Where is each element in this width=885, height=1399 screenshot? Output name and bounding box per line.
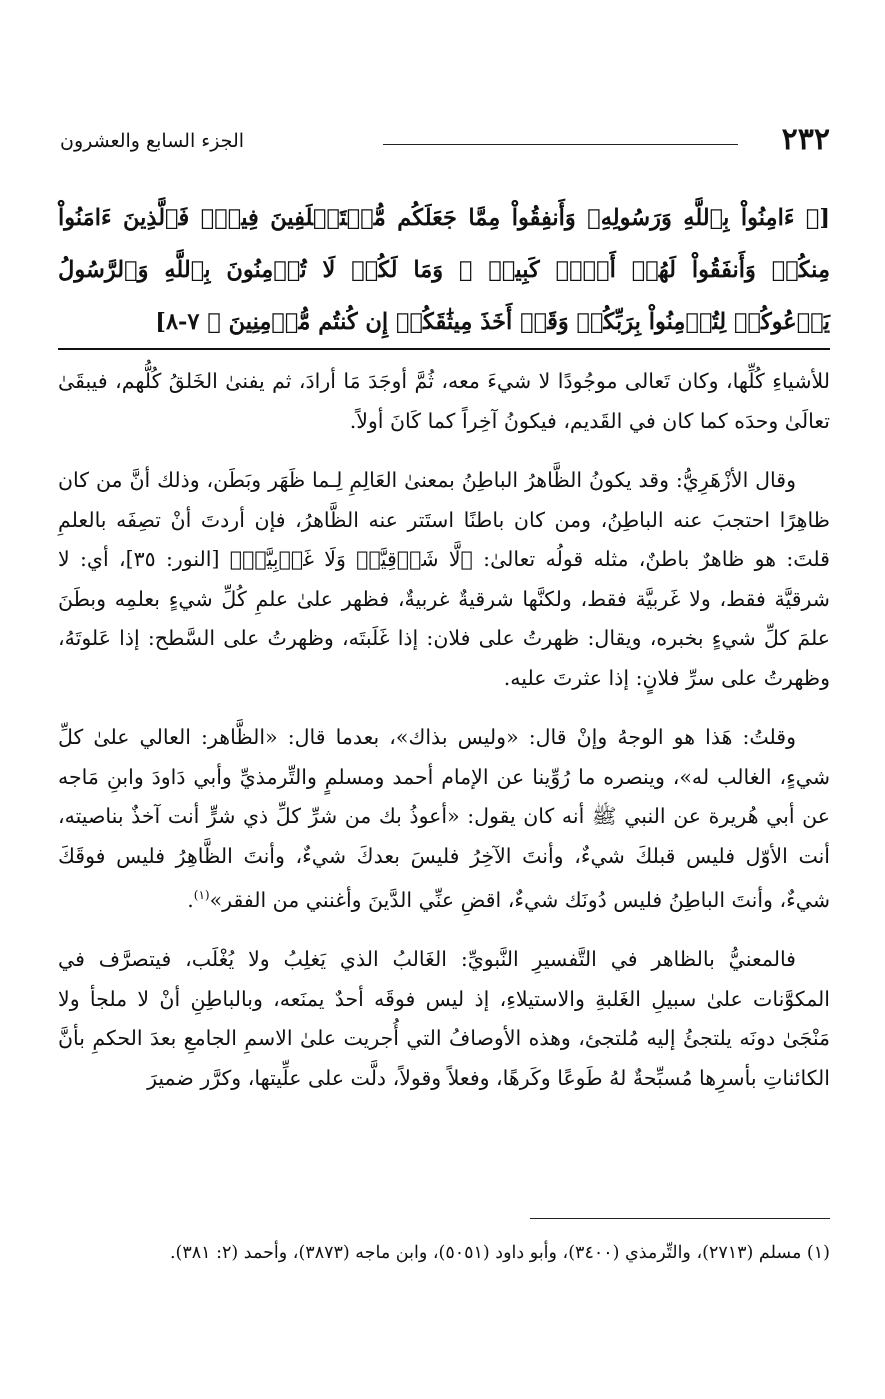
footnote: (١) مسلم (٢٧١٣)، والتِّرمذي (٣٤٠٠)، وأبو داود (٥٠٥١)، وابن ماجه (٣٨٧٣)، وأحمد (٢: ٣٨١). [169, 1243, 830, 1263]
paragraph-4: فالمعنيُّ بالظاهر في التَّفسيرِ النَّبويِّ: الغَالبُ الذي يَغلِبُ ولا يُغْلَب، فيتصرَّف في المكوَّنات علىٰ سبيلِ الغَلبةِ والاستيلاءِ، إذ ليس فوقَه أحدٌ يمنَعه، وبالباطِنِ أنْ لا ملجأ ولا مَنْجَىٰ دونَه يلتجئُ إليه مُلتجئ، وهذه الأوصافُ التي أُجريت علىٰ الاسمِ الجامعِ بعدَ الحكمِ بأنَّ الكائناتِ بأسرِها مُسبِّحةٌ لهُ طَوعًا وكَرهًا، وفعلاً وقولاً، دلَّت على علِّيتها، وكرَّر ضميرَ [58, 947, 830, 1090]
running-header [60, 122, 830, 166]
body-text [58, 362, 830, 1118]
header-rule [383, 144, 738, 145]
footnote-rule [530, 1218, 830, 1219]
paragraph-1: للأشياءِ كُلِّها، وكان تَعالى موجُودًا لا شيءَ معه، ثُمَّ أوجَدَ مَا أرادَ، ثم يفنىٰ الخَلقُ كُلُّهم، فيبقَىٰ تعالَىٰ وحدَه كما كان في القَديم، فيكونُ آخِراً كما كَانَ أولاً. [58, 369, 830, 433]
verse-text: [﴿ ءَامِنُواْ بِٱللَّهِ وَرَسُولِهِۦ وَأَنفِقُواْ مِمَّا جَعَلَكُم مُّسۡتَخۡلَفِينَ فِيهِۖ فَٱلَّذِينَ ءَامَنُواْ مِنكُمۡ وَأَنفَقُواْ لَهُمۡ أَجۡرٞ كَبِيرٞ ۞ وَمَا لَكُمۡ لَا تُؤۡمِنُونَ بِٱللَّهِ وَٱلرَّسُولُ يَدۡعُوكُمۡ لِتُؤۡمِنُواْ بِرَبِّكُمۡ وَقَدۡ أَخَذَ مِيثَٰقَكُمۡ إِن كُنتُم مُّؤۡمِنِينَ ﴾ [58, 205, 830, 335]
quran-verse-block [58, 192, 830, 348]
part-title: الجزء السابع والعشرون [60, 130, 245, 152]
paragraph-2: وقال الأزْهَرِيُّ: وقد يكونُ الظَّاهرُ الباطِنُ بمعنىٰ العَالِمِ لِـما ظَهَر وبَطَن، وذلك أنَّ من كان ظاهِرًا احتجبَ عنه الباطِنُ، ومن كان باطنًا استَتر عنه الظَّاهرُ، فإن أردتَ أنْ تصِفَه بالعلمِ قلتَ: هو ظاهرٌ باطنٌ، مثله قولُه تعالىٰ: ﴿لَّا شَرۡقِيَّةٖ وَلَا غَرۡبِيَّةٖ﴾ [النور: ٣٥]، أي: لا شرقيَّة فقط، ولا غَربيَّة فقط، ولكنَّها شرقيةٌ غربيةٌ، فظهر علىٰ علمِ كُلِّ شيءٍ بعلمِه وبطَنَ علمَ كلِّ شيءٍ بخبره، ويقال: ظهرتُ على فلان: إذا غَلَبتَه، وظهرتُ على السَّطح: إذا عَلوتَهُ، وظهرتُ على سرِّ فلانٍ: إذا عثرتَ عليه. [58, 468, 830, 690]
page-number: ٢٣٢ [781, 122, 830, 157]
paragraph-3: وقلتُ: هَذا هو الوجهُ وإنْ قال: «وليس بذاك»، بعدما قال: «الظَّاهر: العالي علىٰ كلِّ شيءٍ، الغالب له»، وينصره ما رُوِّينا عن الإمام أحمد ومسلمٍ والتِّرمذيِّ وأبي دَاودَ وابنِ مَاجه عن أبي هُريرة عن النبي ﷺ أنه كان يقول: «أعوذُ بك من شرِّ كلِّ ذي شرٍّ أنت آخذٌ بناصيته، أنت الأوّل فليس قبلكَ شيءٌ، وأنتَ الآخِرُ فليسَ بعدكَ شيءٌ، وأنتَ الظَّاهِرُ فليس فوقَكَ شيءٌ، وأنتَ الباطِنُ فليس دُونَك شيءٌ، اقضِ عنِّي الدَّينَ وأغنني من الفقر»$^{(١)}$. [58, 725, 830, 912]
footnote-marker[interactable]: (١) [193, 888, 210, 902]
paragraph-3-text: وقلتُ: هَذا هو الوجهُ وإنْ قال: «وليس بذاك»، بعدما قال: «الظَّاهر: العالي علىٰ كلِّ شيءٍ، الغالب له»، وينصره ما رُوِّينا عن الإمام أحمد ومسلمٍ والتِّرمذيِّ وأبي دَاودَ وابنِ مَاجه عن أبي هُريرة عن النبي ﷺ أنه كان يقول: «أعوذُ بك من شرِّ كلِّ ذي شرٍّ أنت آخذٌ بناصيته، أنت الأوّل فليس قبلكَ شيءٌ، وأنتَ الآخِرُ فليسَ بعدكَ شيءٌ، وأنتَ الظَّاهِرُ فليس فوقَكَ شيءٌ، وأنتَ الباطِنُ فليس دُونَك شيءٌ، اقضِ عنِّي الدَّينَ وأغنني من الفقر» [58, 725, 830, 912]
verse-reference: ٧-٨] [155, 309, 200, 335]
verse-separator-rule [58, 348, 830, 350]
